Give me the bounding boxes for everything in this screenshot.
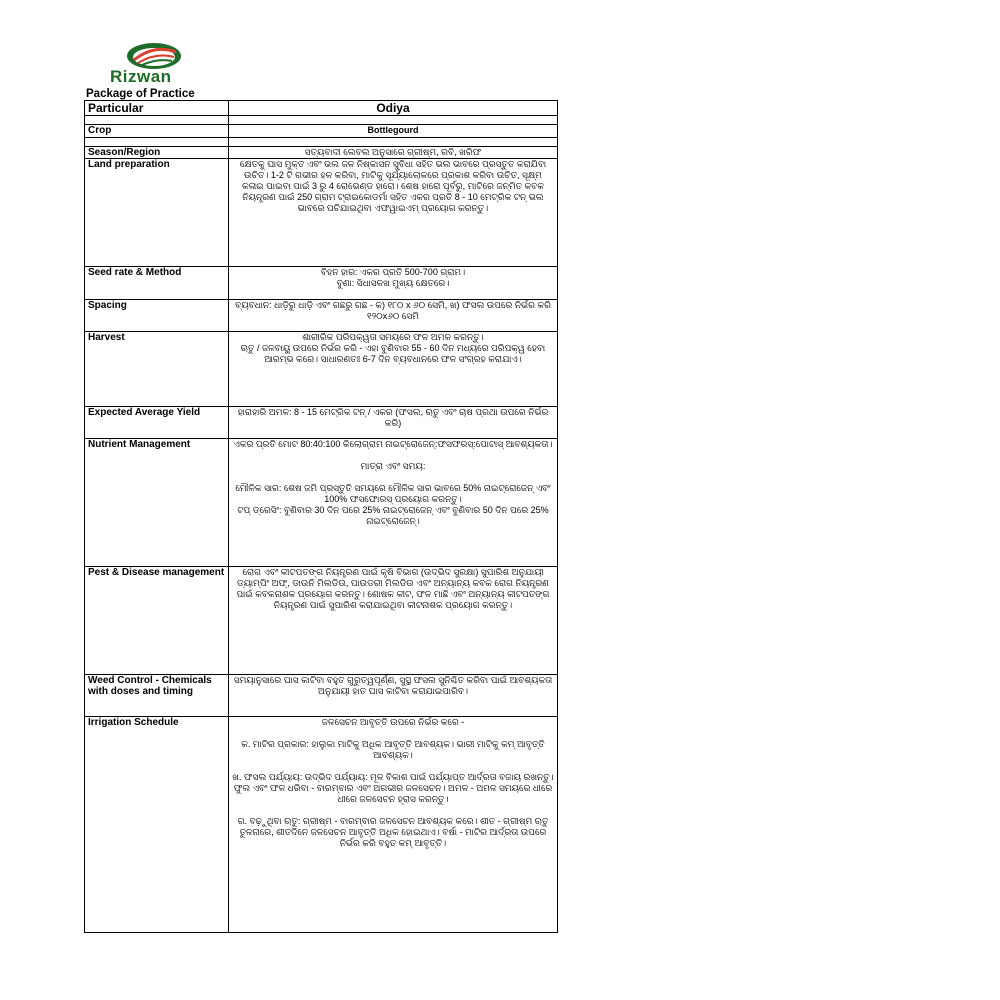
header-language: Odiya (229, 101, 558, 116)
table-row-crop (85, 125, 558, 138)
table-row-seed-rate (85, 267, 558, 300)
table-row-irrigation (85, 717, 558, 933)
row-label: Spacing (85, 300, 229, 332)
brand-name: Rizwan (110, 67, 172, 86)
spacer-row (85, 116, 558, 125)
row-value: ଶାରୀରିକ ପରିପକ୍ୱତା ସମୟରେ ଫଳ ଅମଳ କରନ୍ତୁ। ଋତୁ / ଜଳବାୟୁ ଉପରେ ନିର୍ଭର କରି - ଏହା ବୁଣିବାର 55 - 60 ଦିନ ମଧ୍ୟରେ ପରିପକ୍ୱ ହେବା ଆରମ୍ଭ କରେ। ସାଧାରଣତଃ 6-7 ଦିନ ବ୍ୟବଧାନରେ ଫଳ ସଂଗ୍ରହ କରାଯାଏ। (229, 332, 558, 407)
row-value: ଏକର ପ୍ରତି ମୋଟ 80:40:100 କିଲୋଗ୍ରାମ ନାଇଟ୍ରୋଜେନ୍:ଫସଫରସ୍:ପୋଟାସ୍ ଆବଶ୍ୟକତା। ମାତ୍ରା ଏବଂ ସମୟ: ମୌଳିକ ସାର: ଶେଷ ଜମି ପ୍ରସ୍ତୁତି ସମୟରେ ମୌଳିକ ସାର ଭାବରେ 50% ନାଇଟ୍ରୋଜେନ୍ ଏବଂ 100% ଫସଫୋରସ୍ ପ୍ରୟୋଗ କରନ୍ତୁ। ଟପ୍ ଡ୍ରେସିଂ: ବୁଣିବାର 30 ଦିନ ପରେ 25% ନାଇଟ୍ରୋଜେନ୍ ଏବଂ ବୁଣିବାର 50 ଦିନ ପରେ 25% ନାଇଟ୍ରୋଜେନ୍। (229, 439, 558, 567)
header-particular: Particular (85, 101, 229, 116)
row-label: Pest & Disease management (85, 567, 229, 675)
row-value: ବିହନ ହାର: ଏକର ପ୍ରତି 500-700 ଗ୍ରାମ। ବୁଣା: ସିଧାସଳଖ ମୁଖ୍ୟ କ୍ଷେତରେ। (229, 267, 558, 300)
row-value: ବ୍ୟବଧାନ: ଧାଡ଼ିରୁ ଧାଡ଼ି ଏବଂ ଗଛରୁ ଗଛ - କ) ୧୮୦ x ୬୦ ସେମି, ଖ) ଫସଲ ଉପରେ ନିର୍ଭର କରି ୧୨୦x୬୦ ସେମି (229, 300, 558, 332)
row-value: ହାରାହାରି ଅମଳ: 8 - 15 ମେଟ୍ରିକ ଟନ୍ / ଏକର (ଫସଲ, ଋତୁ ଏବଂ ଚାଷ ପ୍ରଥା ଉପରେ ନିର୍ଭର କରି) (229, 407, 558, 439)
row-value-crop: Bottlegourd (229, 125, 558, 138)
leaf-logo-icon (124, 40, 184, 70)
row-label: Nutrient Management (85, 439, 229, 567)
table-row-nutrient (85, 439, 558, 567)
table-row-pest-disease (85, 567, 558, 675)
document-title: Package of Practice (86, 88, 195, 100)
table-header-row (85, 101, 558, 116)
row-label: Expected Average Yield (85, 407, 229, 439)
table-row-land-preparation (85, 159, 558, 267)
table-row-harvest (85, 332, 558, 407)
table-row-weed-control (85, 675, 558, 717)
row-label: Weed Control - Chemicals with doses and timing (85, 675, 229, 717)
table-row-yield (85, 407, 558, 439)
table-row-spacing (85, 300, 558, 332)
table-row-season (85, 147, 558, 159)
row-value: ସତ୍ୟବାଦୀ ଲେବଲ ଅନୁସାରେ ଗ୍ରୀଷ୍ମ, ରବି, ଖରିଫ (229, 147, 558, 159)
row-label-crop: Crop (85, 125, 229, 138)
row-label: Land preparation (85, 159, 229, 267)
row-value: ରୋଗ ଏବଂ କୀଟପତଙ୍ଗ ନିୟନ୍ତ୍ରଣ ପାଇଁ କୃଷି ବିଭାଗ (ଉଦ୍ଭିଦ ସୁରକ୍ଷା) ସୁପାରିଶ ଅନୁଯାୟୀ ଡ୍ୟାମ୍ପିଂ ଅଫ୍, ଡାଉନି ମିଲଡିଉ, ପାଉଡରୀ ମିଲଡିଉ ଏବଂ ଅନ୍ୟାନ୍ୟ କବକ ରୋଗ ନିୟନ୍ତ୍ରଣ ପାଇଁ କବକନାଶକ ପ୍ରୟୋଗ କରନ୍ତୁ। ଶୋଷକ କୀଟ, ଫଳ ମାଛି ଏବଂ ଅନ୍ୟାନ୍ୟ କୀଟପତଙ୍ଗ ନିୟନ୍ତ୍ରଣ ପାଇଁ ସୁପାରିଶ କରାଯାଇଥିବା କୀଟନାଶକ ପ୍ରୟୋଗ କରନ୍ତୁ। (229, 567, 558, 675)
row-label: Harvest (85, 332, 229, 407)
practice-table (84, 100, 558, 933)
row-label: Irrigation Schedule (85, 717, 229, 933)
row-value: ଜଳସେଚନ ଆବୃତ୍ତି ଉପରେ ନିର୍ଭର କରେ - କ. ମାଟିର ପ୍ରକାର: ହାଲୁକା ମାଟିକୁ ଅଧିକ ଆବୃତ୍ତି ଆବଶ୍ୟକ। ଭାରୀ ମାଟିକୁ କମ୍ ଆବୃତ୍ତି ଆବଶ୍ୟକ। ଖ. ଫସଲ ପର୍ଯ୍ୟାୟ: ଉଦ୍ଭିଦ ପର୍ଯ୍ୟାୟ: ମୂଳ ବିକାଶ ପାଇଁ ପର୍ଯ୍ୟାପ୍ତ ଆର୍ଦ୍ରତା ବଜାୟ ରଖନ୍ତୁ। ଫୁଲ ଏବଂ ଫଳ ଧରିବା - ବାରମ୍ବାର ଏବଂ ଅଗଭୀର ଜଳସେଚନ। ଅମଳ - ଅମଳ ସମୟରେ ଧୀରେ ଧୀରେ ଜଳସେଚନ ହ୍ରାସ କରନ୍ତୁ। ଗ. ବଢ଼ୁଥିବା ଋତୁ: ଗ୍ରୀଷ୍ମ - ବାରମ୍ବାର ଜଳସେଚନ ଆବଶ୍ୟକ କରେ। ଶୀତ - ଗ୍ରୀଷ୍ମ ଋତୁ ତୁଳନାରେ, ଶୀତଦିନେ ଜଳସେଚନ ଆବୃତ୍ତି ଅଧିକ ହୋଇଥାଏ। ବର୍ଷା - ମାଟିର ଆର୍ଦ୍ରତା ଉପରେ ନିର୍ଭର କରି ବହୁତ କମ୍ ଆବୃତ୍ତି। (229, 717, 558, 933)
row-value: କ୍ଷେତକୁ ଘାସ ମୁକ୍ତ ଏବଂ ଭଲ ଜଳ ନିଷ୍କାସନ ସୁବିଧା ସହିତ ଭଲ ଭାବରେ ପ୍ରସ୍ତୁତ କରାଯିବା ଉଚିତ। 1-2 ଟି ଗଭୀର ହଳ କରିବା, ମାଟିକୁ ସୂର୍ଯ୍ୟାଲୋକରେ ପ୍ରକାଶ କରିବା ଉଚିତ, ସୂକ୍ଷ୍ମ କଳାଇ ପାଇବା ପାଇଁ 3 ରୁ 4 ରୋଭେଣ୍ଡ ହାରୋ। ଶେଷ ହାରୋ ପୂର୍ବରୁ, ମାଟିରେ ଜନ୍ମିତ କବକ ନିୟନ୍ତ୍ରଣ ପାଇଁ 250 ଗ୍ରାମ ଟ୍ରାଇକୋଡର୍ମା ସହିତ ଏକର ପ୍ରତି 8 - 10 ମେଟ୍ରିକ ଟନ୍ ଭଲ ଭାବରେ ପଚିଯାଇଥିବା ଏଫୱାଇଏମ୍ ପ୍ରୟୋଗ କରନ୍ତୁ। (229, 159, 558, 267)
brand-logo (106, 40, 202, 86)
row-label: Season/Region (85, 147, 229, 159)
row-value: ସମୟାନୁସାରେ ଘାସ କାଟିବା ବହୁତ ଗୁରୁତ୍ୱପୂର୍ଣ୍ଣ, ସୁସ୍ଥ ଫସଲ ସୁନିଶ୍ଚିତ କରିବା ପାଇଁ ଆବଶ୍ୟକତା ଅନୁଯାୟୀ ହାତ ଘାସ କାଟିବା କରାଯାଇପାରିବ। (229, 675, 558, 717)
row-label: Seed rate & Method (85, 267, 229, 300)
spacer-row (85, 138, 558, 147)
